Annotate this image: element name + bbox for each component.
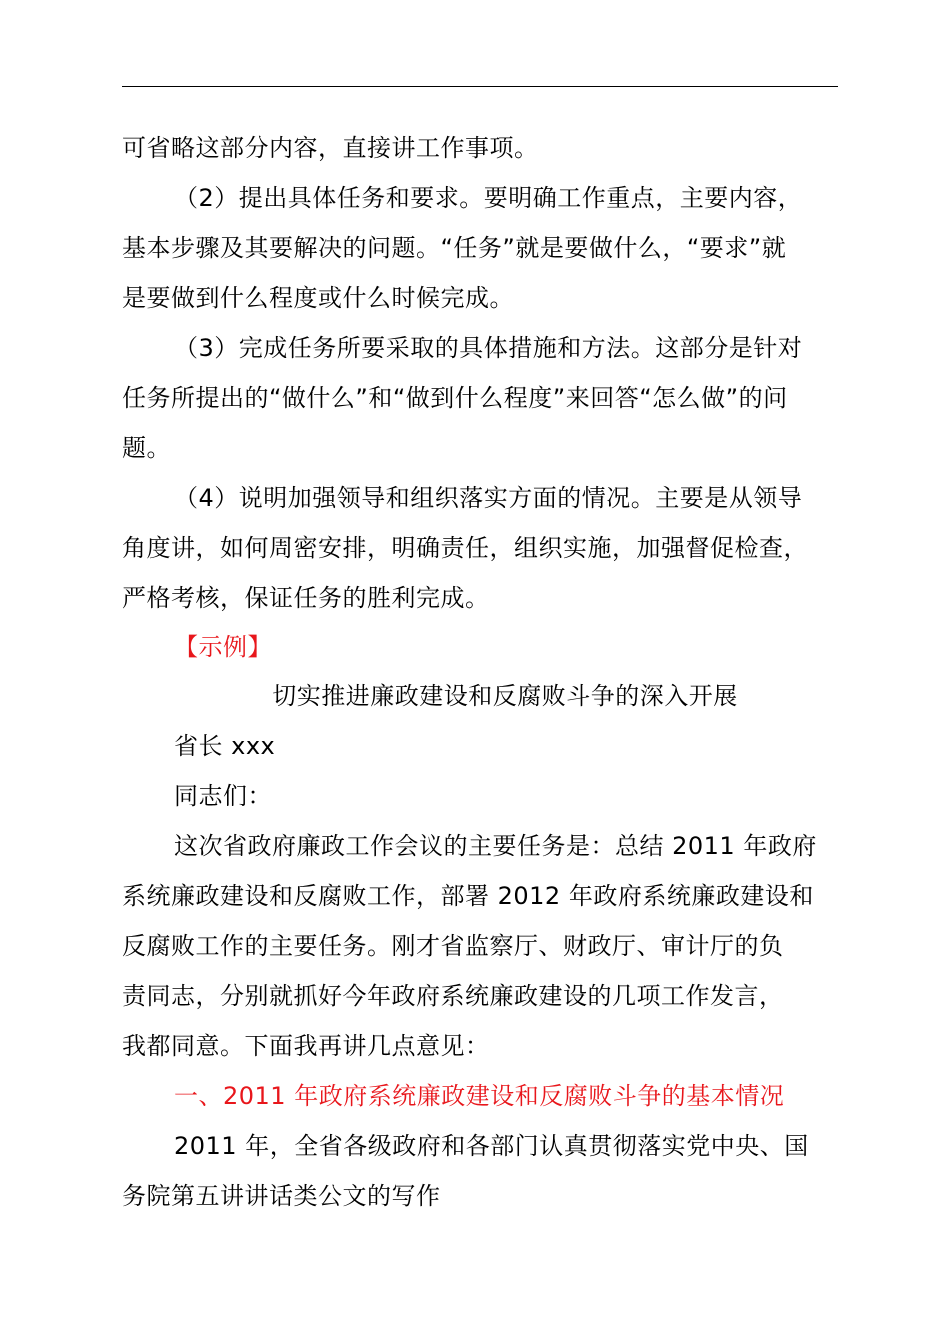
text-line: 是要做到什么程度或什么时候完成。 <box>122 284 514 312</box>
text-line: 任务所提出的“做什么”和“做到什么程度”来回答“怎么做”的问 <box>122 384 788 412</box>
example-label: 【示例】 <box>174 633 272 661</box>
text-line: 题。 <box>122 434 171 462</box>
text-line: 角度讲，如何周密安排，明确责任，组织实施，加强督促检查， <box>122 534 808 562</box>
body-line: 责同志，分别就抓好今年政府系统廉政建设的几项工作发言， <box>122 982 784 1010</box>
salutation: 同志们： <box>174 782 272 810</box>
closing-line: 务院第五讲讲话类公文的写作 <box>122 1182 441 1210</box>
text-line: 严格考核，保证任务的胜利完成。 <box>122 584 490 612</box>
text-line: 基本步骤及其要解决的问题。“任务”就是要做什么，“要求”就 <box>122 234 787 262</box>
text-line: （3）完成任务所要采取的具体措施和方法。这部分是针对 <box>174 334 803 362</box>
body-line: 我都同意。下面我再讲几点意见： <box>122 1032 490 1060</box>
section-heading: 一、2011 年政府系统廉政建设和反腐败斗争的基本情况 <box>174 1082 785 1110</box>
body-line: 系统廉政建设和反腐败工作，部署 2012 年政府系统廉政建设和 <box>122 882 814 910</box>
speech-title: 切实推进廉政建设和反腐败斗争的深入开展 <box>272 682 738 710</box>
text-line: 可省略这部分内容，直接讲工作事项。 <box>122 134 539 162</box>
text-line: （2）提出具体任务和要求。要明确工作重点，主要内容， <box>174 184 803 212</box>
body-line: 这次省政府廉政工作会议的主要任务是：总结 2011 年政府 <box>174 832 817 860</box>
text-line: （4）说明加强领导和组织落实方面的情况。主要是从领导 <box>174 484 803 512</box>
speaker: 省长 xxx <box>174 732 276 760</box>
closing-line: 2011 年，全省各级政府和各部门认真贯彻落实党中央、国 <box>174 1132 809 1160</box>
header-rule <box>122 86 838 87</box>
body-line: 反腐败工作的主要任务。刚才省监察厅、财政厅、审计厅的负 <box>122 932 784 960</box>
